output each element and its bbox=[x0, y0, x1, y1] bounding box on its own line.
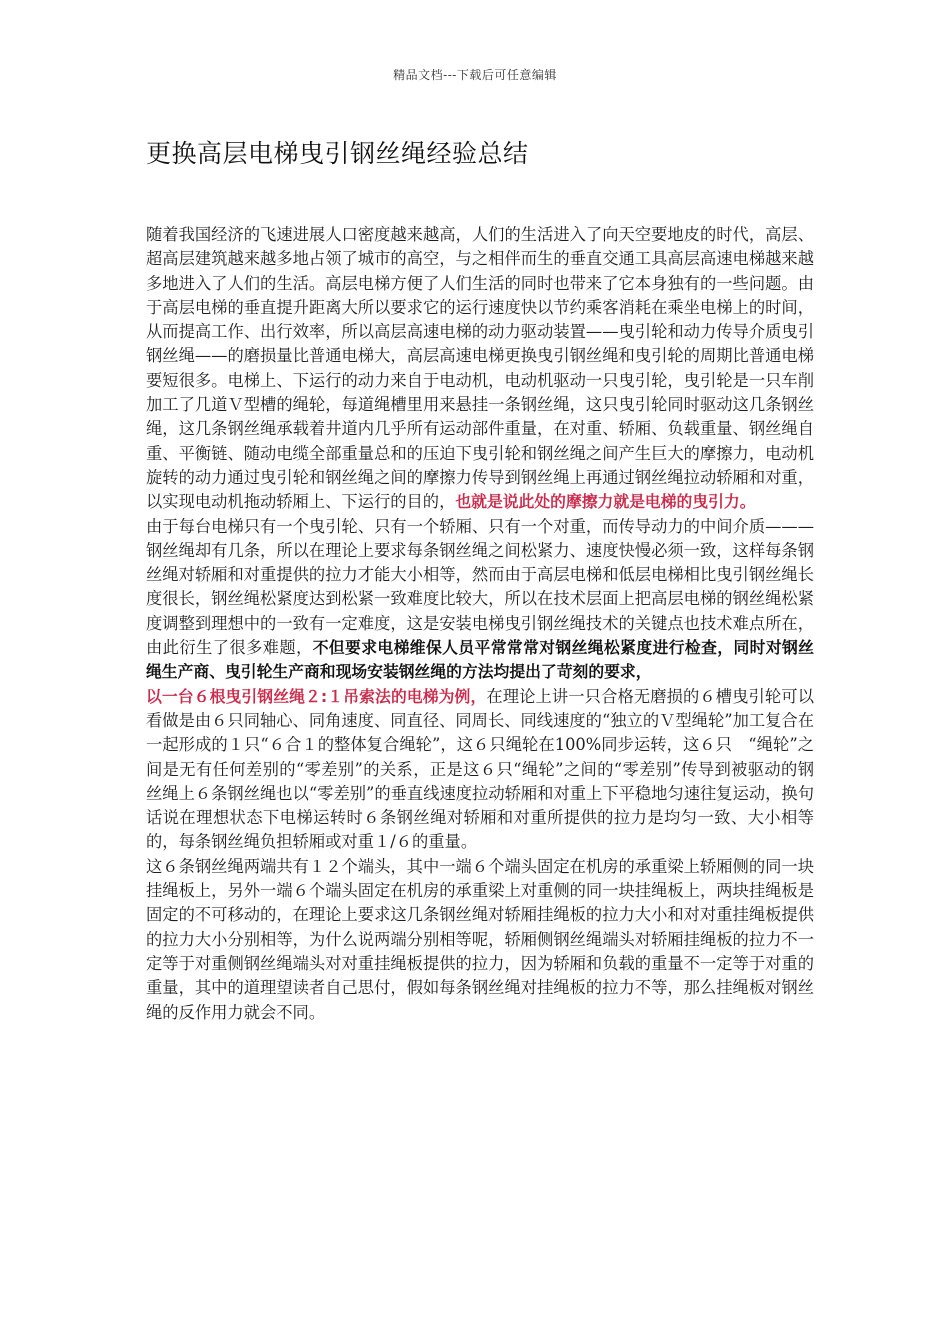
paragraph-2-bold-emphasis: 不但要求电梯维保人员平常常常对钢丝绳松紧度进行检查，同时对钢丝绳生产商、曳引轮生产商和现场安装钢丝绳的方法均提出了苛刻的要求， bbox=[146, 638, 814, 682]
paragraph-1 bbox=[146, 223, 814, 515]
paragraph-2-text: 由于每台电梯只有一个曳引轮、只有一个轿厢、只有一个对重，而传导动力的中间介质———钢丝绳却有几条，所以在理论上要求每条钢丝绳之间松紧力、速度快慢必须一致，这样每条钢丝绳对轿厢和对重提供的拉力才能大小相等，然而由于高层电梯和低层电梯相比曳引钢丝绳长度很长，钢丝绳松紧度达到松紧一致难度比较大，所以在技术层面上把高层电梯的钢丝绳松紧度调整到理想中的一致有一定难度，这是安装电梯曳引钢丝绳技术的关键点也技术难点所在，由此衍生了很多难题， bbox=[146, 516, 814, 658]
header-note: 精品文档---下载后可任意编辑 bbox=[393, 68, 557, 82]
paragraph-1-red-emphasis: 也就是说此处的摩擦力就是电梯的曳引力。 bbox=[455, 492, 756, 512]
paragraph-1-text: 随着我国经济的飞速进展人口密度越来越高，人们的生活进入了向天空要地皮的时代，高层、超高层建筑越来越多地占领了城市的高空，与之相伴而生的垂直交通工具高层高速电梯越来越多地进入了人们的生活。高层电梯方便了人们生活的同时也带来了它本身独有的一些问题。由于高层电梯的垂直提升距离大所以要求它的运行速度快以节约乘客消耗在乘坐电梯上的时间，从而提高工作、出行效率，所以高层高速电梯的动力驱动装置——曳引轮和动力传导介质曳引钢丝绳——的磨损量比普通电梯大，高层高速电梯更换曳引钢丝绳和曳引轮的周期比普通电梯要短很多。电梯上、下运行的动力来自于电动机，电动机驱动一只曳引轮，曳引轮是一只车削加工了几道Ｖ型槽的绳轮，每道绳槽里用来悬挂一条钢丝绳，这只曳引轮同时驱动这几条钢丝绳，这几条钢丝绳承载着井道内几乎所有运动部件重量，在对重、轿厢、负载重量、钢丝绳自重、平衡链、随动电缆全部重量总和的压迫下曳引轮和钢丝绳之间产生巨大的摩擦力，电动机旋转的动力通过曳引轮和钢丝绳之间的摩擦力传导到钢丝绳上再通过钢丝绳拉动轿厢和对重，以实现电动机拖动轿厢上、下运行的目的， bbox=[146, 225, 814, 512]
paragraph-3-text: 在理论上讲一只合格无磨损的６槽曳引轮可以看做是由６只同轴心、同角速度、同直径、同周长、同线速度的“独立的Ｖ型绳轮”加工复合在一起形成的１只“６合１的整体复合绳轮”，这６只绳轮在100%同步运转，这６只 “绳轮”之间是无有任何差别的“零差别”的关系，正是这６只“绳轮”之间的“零差别”传导到被驱动的钢丝绳上６条钢丝绳也以“零差别”的垂直线速度拉动轿厢和对重上下平稳地匀速往复运动，换句话说在理想状态下电梯运转时６条钢丝绳对轿厢和对重所提供的拉力是均匀一致、大小相等的，每条钢丝绳负担轿厢或对重１/６的重量。 bbox=[146, 686, 814, 852]
paragraph-3-red-emphasis: 以一台６根曳引钢丝绳２:１吊索法的电梯为例， bbox=[146, 686, 487, 706]
paragraph-2 bbox=[146, 515, 814, 685]
paragraph-3 bbox=[146, 685, 814, 855]
document-title: 更换高层电梯曳引钢丝绳经验总结 bbox=[146, 139, 529, 168]
paragraph-4 bbox=[146, 855, 814, 1025]
document-body bbox=[146, 223, 814, 1025]
paragraph-4-text: 这６条钢丝绳两端共有１２个端头，其中一端６个端头固定在机房的承重梁上轿厢侧的同一块挂绳板上，另外一端６个端头固定在机房的承重梁上对重侧的同一块挂绳板上，两块挂绳板是固定的不可移动的，在理论上要求这几条钢丝绳对轿厢挂绳板的拉力大小和对对重挂绳板提供的拉力大小分别相等，为什么说两端分别相等呢，轿厢侧钢丝绳端头对轿厢挂绳板的拉力不一定等于对重侧钢丝绳端头对对重挂绳板提供的拉力，因为轿厢和负载的重量不一定等于对重的重量，其中的道理望读者自己思付，假如每条钢丝绳对挂绳板的拉力不等，那么挂绳板对钢丝绳的反作用力就会不同。 bbox=[146, 856, 814, 1022]
